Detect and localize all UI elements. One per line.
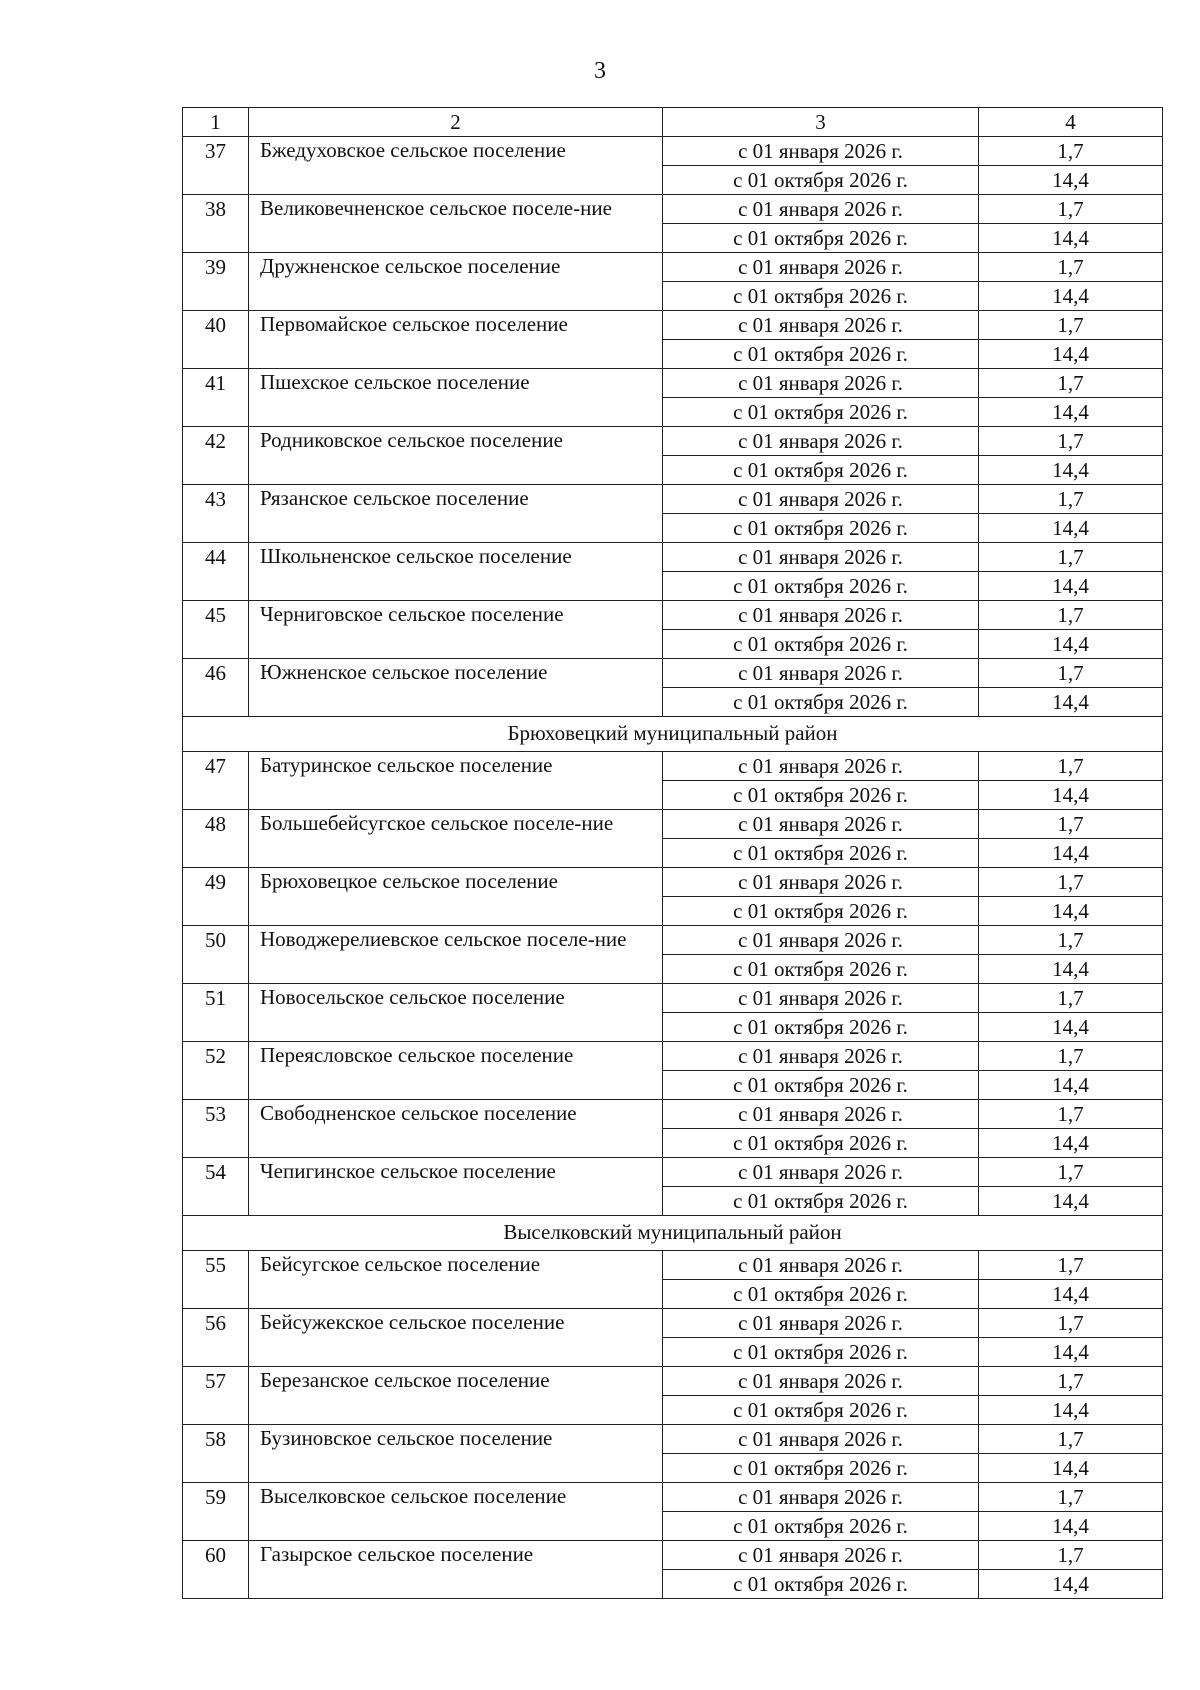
table-row bbox=[183, 1251, 1163, 1280]
header-cell-2: 2 bbox=[249, 108, 663, 137]
table-row bbox=[183, 1100, 1163, 1129]
effective-date: с 01 октября 2026 г. bbox=[663, 1013, 979, 1042]
rate-value: 1,7 bbox=[979, 926, 1163, 955]
effective-date: с 01 января 2026 г. bbox=[663, 810, 979, 839]
rate-value: 1,7 bbox=[979, 485, 1163, 514]
row-number: 56 bbox=[183, 1309, 249, 1367]
row-number: 52 bbox=[183, 1042, 249, 1100]
header-row bbox=[183, 108, 1163, 137]
rate-value: 14,4 bbox=[979, 340, 1163, 369]
effective-date: с 01 октября 2026 г. bbox=[663, 955, 979, 984]
effective-date: с 01 января 2026 г. bbox=[663, 659, 979, 688]
row-number: 60 bbox=[183, 1541, 249, 1599]
effective-date: с 01 октября 2026 г. bbox=[663, 839, 979, 868]
tariff-table bbox=[182, 107, 1163, 1599]
rate-value: 14,4 bbox=[979, 224, 1163, 253]
rate-value: 1,7 bbox=[979, 1100, 1163, 1129]
rate-value: 1,7 bbox=[979, 427, 1163, 456]
row-number: 41 bbox=[183, 369, 249, 427]
rate-value: 14,4 bbox=[979, 1013, 1163, 1042]
effective-date: с 01 октября 2026 г. bbox=[663, 1338, 979, 1367]
effective-date: с 01 октября 2026 г. bbox=[663, 1512, 979, 1541]
rate-value: 14,4 bbox=[979, 630, 1163, 659]
rate-value: 1,7 bbox=[979, 1541, 1163, 1570]
settlement-name: Бейсужекское сельское поселение bbox=[249, 1309, 663, 1367]
effective-date: с 01 октября 2026 г. bbox=[663, 340, 979, 369]
settlement-name: Родниковское сельское поселение bbox=[249, 427, 663, 485]
row-number: 45 bbox=[183, 601, 249, 659]
rate-value: 1,7 bbox=[979, 810, 1163, 839]
rate-value: 1,7 bbox=[979, 1309, 1163, 1338]
rate-value: 1,7 bbox=[979, 1251, 1163, 1280]
settlement-name: Березанское сельское поселение bbox=[249, 1367, 663, 1425]
effective-date: с 01 января 2026 г. bbox=[663, 1541, 979, 1570]
effective-date: с 01 октября 2026 г. bbox=[663, 1570, 979, 1599]
table-row bbox=[183, 253, 1163, 282]
rate-value: 14,4 bbox=[979, 1512, 1163, 1541]
row-number: 47 bbox=[183, 752, 249, 810]
rate-value: 14,4 bbox=[979, 897, 1163, 926]
effective-date: с 01 октября 2026 г. bbox=[663, 1454, 979, 1483]
effective-date: с 01 октября 2026 г. bbox=[663, 514, 979, 543]
table-row bbox=[183, 659, 1163, 688]
row-number: 54 bbox=[183, 1158, 249, 1216]
settlement-name: Чепигинское сельское поселение bbox=[249, 1158, 663, 1216]
settlement-name: Рязанское сельское поселение bbox=[249, 485, 663, 543]
row-number: 57 bbox=[183, 1367, 249, 1425]
district-section-row bbox=[183, 1216, 1163, 1251]
row-number: 58 bbox=[183, 1425, 249, 1483]
effective-date: с 01 января 2026 г. bbox=[663, 926, 979, 955]
settlement-name: Первомайское сельское поселение bbox=[249, 311, 663, 369]
rate-value: 1,7 bbox=[979, 868, 1163, 897]
header-cell-3: 3 bbox=[663, 108, 979, 137]
effective-date: с 01 января 2026 г. bbox=[663, 369, 979, 398]
effective-date: с 01 октября 2026 г. bbox=[663, 1129, 979, 1158]
rate-value: 14,4 bbox=[979, 1129, 1163, 1158]
table-row bbox=[183, 369, 1163, 398]
header-cell-1: 1 bbox=[183, 108, 249, 137]
settlement-name: Новосельское сельское поселение bbox=[249, 984, 663, 1042]
effective-date: с 01 января 2026 г. bbox=[663, 1251, 979, 1280]
district-section-row bbox=[183, 717, 1163, 752]
row-number: 46 bbox=[183, 659, 249, 717]
effective-date: с 01 октября 2026 г. bbox=[663, 572, 979, 601]
effective-date: с 01 октября 2026 г. bbox=[663, 1396, 979, 1425]
settlement-name: Пшехское сельское поселение bbox=[249, 369, 663, 427]
row-number: 49 bbox=[183, 868, 249, 926]
rate-value: 1,7 bbox=[979, 1158, 1163, 1187]
rate-value: 1,7 bbox=[979, 1367, 1163, 1396]
table-row bbox=[183, 137, 1163, 166]
settlement-name: Дружненское сельское поселение bbox=[249, 253, 663, 311]
effective-date: с 01 октября 2026 г. bbox=[663, 630, 979, 659]
effective-date: с 01 января 2026 г. bbox=[663, 1042, 979, 1071]
row-number: 38 bbox=[183, 195, 249, 253]
rate-value: 14,4 bbox=[979, 398, 1163, 427]
table-row bbox=[183, 810, 1163, 839]
rate-value: 1,7 bbox=[979, 311, 1163, 340]
row-number: 42 bbox=[183, 427, 249, 485]
row-number: 55 bbox=[183, 1251, 249, 1309]
settlement-name: Черниговское сельское поселение bbox=[249, 601, 663, 659]
effective-date: с 01 января 2026 г. bbox=[663, 253, 979, 282]
rate-value: 14,4 bbox=[979, 688, 1163, 717]
settlement-name: Бейсугское сельское поселение bbox=[249, 1251, 663, 1309]
settlement-name: Великовечненское сельское поселе-ние bbox=[249, 195, 663, 253]
page-number: 3 bbox=[594, 58, 606, 84]
settlement-name: Свободненское сельское поселение bbox=[249, 1100, 663, 1158]
table-row bbox=[183, 1425, 1163, 1454]
effective-date: с 01 января 2026 г. bbox=[663, 984, 979, 1013]
settlement-name: Газырское сельское поселение bbox=[249, 1541, 663, 1599]
effective-date: с 01 октября 2026 г. bbox=[663, 1071, 979, 1100]
settlement-name: Бжедуховское сельское поселение bbox=[249, 137, 663, 195]
rate-value: 14,4 bbox=[979, 514, 1163, 543]
rate-value: 14,4 bbox=[979, 1396, 1163, 1425]
effective-date: с 01 октября 2026 г. bbox=[663, 282, 979, 311]
settlement-name: Батуринское сельское поселение bbox=[249, 752, 663, 810]
header-cell-4: 4 bbox=[979, 108, 1163, 137]
effective-date: с 01 октября 2026 г. bbox=[663, 1280, 979, 1309]
table-row bbox=[183, 1158, 1163, 1187]
effective-date: с 01 января 2026 г. bbox=[663, 137, 979, 166]
table-row bbox=[183, 601, 1163, 630]
effective-date: с 01 января 2026 г. bbox=[663, 543, 979, 572]
settlement-name: Южненское сельское поселение bbox=[249, 659, 663, 717]
settlement-name: Школьненское сельское поселение bbox=[249, 543, 663, 601]
table-row bbox=[183, 543, 1163, 572]
settlement-name: Выселковское сельское поселение bbox=[249, 1483, 663, 1541]
effective-date: с 01 января 2026 г. bbox=[663, 601, 979, 630]
row-number: 40 bbox=[183, 311, 249, 369]
table-body bbox=[183, 108, 1163, 1599]
effective-date: с 01 октября 2026 г. bbox=[663, 781, 979, 810]
table-row bbox=[183, 868, 1163, 897]
effective-date: с 01 января 2026 г. bbox=[663, 427, 979, 456]
row-number: 53 bbox=[183, 1100, 249, 1158]
settlement-name: Брюховецкое сельское поселение bbox=[249, 868, 663, 926]
rate-value: 14,4 bbox=[979, 1454, 1163, 1483]
rate-value: 14,4 bbox=[979, 572, 1163, 601]
rate-value: 14,4 bbox=[979, 1338, 1163, 1367]
effective-date: с 01 января 2026 г. bbox=[663, 1158, 979, 1187]
settlement-name: Большебейсугское сельское поселе-ние bbox=[249, 810, 663, 868]
effective-date: с 01 октября 2026 г. bbox=[663, 224, 979, 253]
effective-date: с 01 января 2026 г. bbox=[663, 195, 979, 224]
effective-date: с 01 января 2026 г. bbox=[663, 1425, 979, 1454]
rate-value: 1,7 bbox=[979, 659, 1163, 688]
district-title: Выселковский муниципальный район bbox=[183, 1216, 1163, 1251]
row-number: 59 bbox=[183, 1483, 249, 1541]
effective-date: с 01 января 2026 г. bbox=[663, 752, 979, 781]
effective-date: с 01 октября 2026 г. bbox=[663, 398, 979, 427]
table-row bbox=[183, 1483, 1163, 1512]
effective-date: с 01 января 2026 г. bbox=[663, 1367, 979, 1396]
effective-date: с 01 января 2026 г. bbox=[663, 1309, 979, 1338]
rate-value: 14,4 bbox=[979, 1280, 1163, 1309]
rate-value: 14,4 bbox=[979, 1570, 1163, 1599]
rate-value: 14,4 bbox=[979, 781, 1163, 810]
table-row bbox=[183, 195, 1163, 224]
table-row bbox=[183, 926, 1163, 955]
effective-date: с 01 января 2026 г. bbox=[663, 1483, 979, 1512]
rate-value: 14,4 bbox=[979, 955, 1163, 984]
effective-date: с 01 января 2026 г. bbox=[663, 311, 979, 340]
row-number: 43 bbox=[183, 485, 249, 543]
rate-value: 14,4 bbox=[979, 282, 1163, 311]
table-row bbox=[183, 1367, 1163, 1396]
effective-date: с 01 октября 2026 г. bbox=[663, 1187, 979, 1216]
table-row bbox=[183, 1309, 1163, 1338]
row-number: 50 bbox=[183, 926, 249, 984]
district-title: Брюховецкий муниципальный район bbox=[183, 717, 1163, 752]
rate-value: 1,7 bbox=[979, 752, 1163, 781]
row-number: 39 bbox=[183, 253, 249, 311]
table-row bbox=[183, 427, 1163, 456]
settlement-name: Переясловское сельское поселение bbox=[249, 1042, 663, 1100]
table-row bbox=[183, 752, 1163, 781]
rate-value: 1,7 bbox=[979, 1483, 1163, 1512]
rate-value: 1,7 bbox=[979, 195, 1163, 224]
effective-date: с 01 января 2026 г. bbox=[663, 1100, 979, 1129]
effective-date: с 01 октября 2026 г. bbox=[663, 897, 979, 926]
rate-value: 1,7 bbox=[979, 1042, 1163, 1071]
row-number: 44 bbox=[183, 543, 249, 601]
row-number: 37 bbox=[183, 137, 249, 195]
effective-date: с 01 октября 2026 г. bbox=[663, 456, 979, 485]
rate-value: 14,4 bbox=[979, 456, 1163, 485]
settlement-name: Новоджерелиевское сельское поселе-ние bbox=[249, 926, 663, 984]
rate-value: 1,7 bbox=[979, 543, 1163, 572]
rate-value: 1,7 bbox=[979, 369, 1163, 398]
table-row bbox=[183, 311, 1163, 340]
rate-value: 1,7 bbox=[979, 1425, 1163, 1454]
effective-date: с 01 октября 2026 г. bbox=[663, 166, 979, 195]
rate-value: 14,4 bbox=[979, 166, 1163, 195]
rate-value: 14,4 bbox=[979, 1187, 1163, 1216]
rate-value: 1,7 bbox=[979, 253, 1163, 282]
settlement-name: Бузиновское сельское поселение bbox=[249, 1425, 663, 1483]
row-number: 48 bbox=[183, 810, 249, 868]
effective-date: с 01 января 2026 г. bbox=[663, 868, 979, 897]
table-row bbox=[183, 485, 1163, 514]
rate-value: 1,7 bbox=[979, 137, 1163, 166]
rate-value: 1,7 bbox=[979, 984, 1163, 1013]
row-number: 51 bbox=[183, 984, 249, 1042]
table-row bbox=[183, 1042, 1163, 1071]
rate-value: 14,4 bbox=[979, 1071, 1163, 1100]
rate-value: 1,7 bbox=[979, 601, 1163, 630]
table-row bbox=[183, 984, 1163, 1013]
effective-date: с 01 октября 2026 г. bbox=[663, 688, 979, 717]
effective-date: с 01 января 2026 г. bbox=[663, 485, 979, 514]
table-row bbox=[183, 1541, 1163, 1570]
rate-value: 14,4 bbox=[979, 839, 1163, 868]
